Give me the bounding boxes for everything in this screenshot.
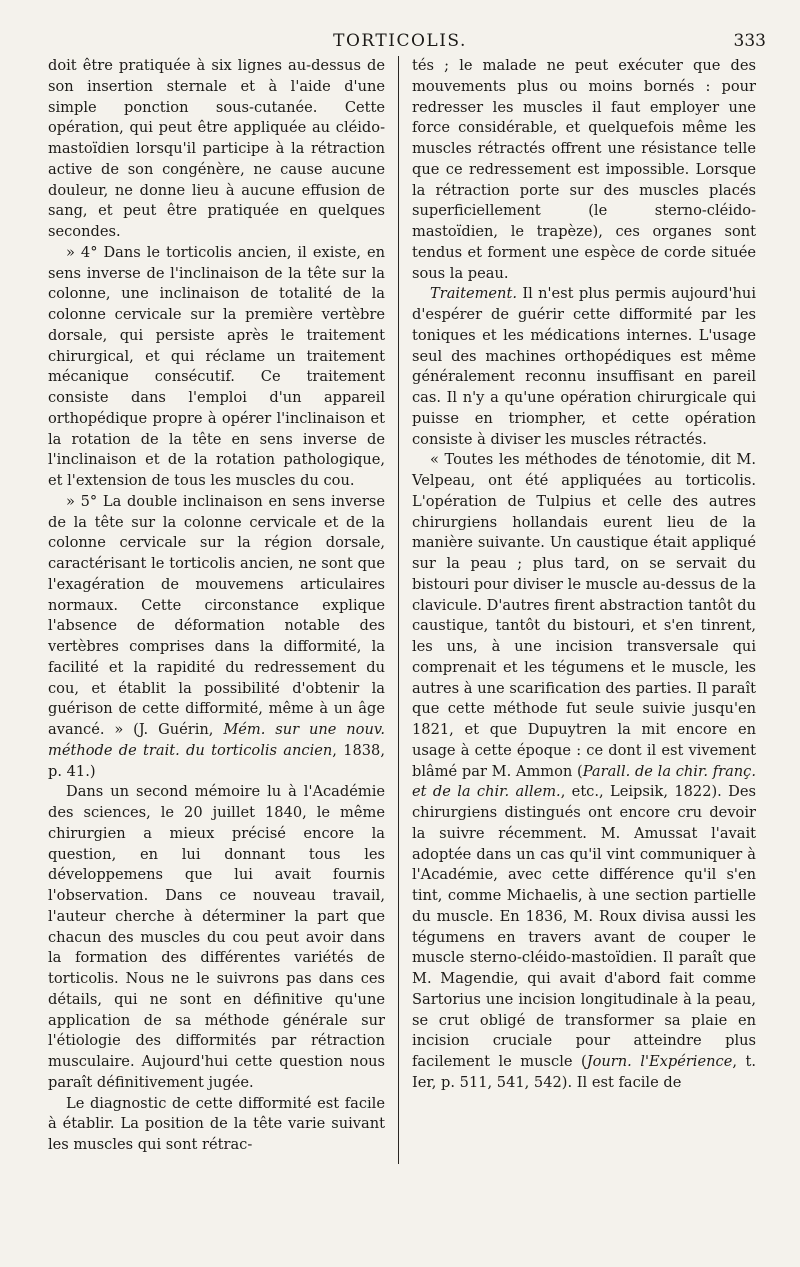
paragraph <box>48 1094 385 1156</box>
paragraph-text: Le diagnostic de cette difformité est facile à établir. La position de la tête varie suivant les muscles qui sont rétrac- <box>48 1094 385 1153</box>
section-heading: Traitement. <box>430 285 517 303</box>
citation-title: Mém. sur une nouv. méthode de trait. du torticolis ancien <box>48 721 385 759</box>
running-title: TORTICOLIS. <box>333 31 467 51</box>
citation-title: Journ. l'Expérience <box>586 1053 733 1070</box>
column-divider <box>398 56 399 1164</box>
paragraph <box>48 243 385 492</box>
citation-tail: , t. Ier, p. 511, 541, 542). Il est facile de <box>412 1053 756 1091</box>
paragraph-text: Dans un second mémoire lu à l'Académie des sciences, le 20 juillet 1840, le même chirurgien a mieux précisé encore la question, en lui donnant tous les développemens que lui avait fournis l'observation. Dans ce nouveau travail, l'auteur cherche à déterminer la part que chacun des muscles du cou peut avoir dans la formation des différentes variétés de torticolis. Nous ne le suivrons pas dans ces détails, qui ne sont en définitive qu'une application de sa méthode générale sur l'étiologie des difformités par rétraction musculaire. Aujourd'hui cette question nous paraît définitivement jugée. <box>48 783 385 1091</box>
citation-title: Parall. de la chir. franç. et de la chir. allem. <box>412 762 756 801</box>
citation-tail: , 1838, p. 41.) <box>48 741 385 780</box>
paragraph-text: doit être pratiquée à six lignes au-dessus de son insertion sternale et à l'aide d'une simple ponction sous-cutanée. Cette opération, qui peut être appliquée au cléido-mastoïdien lorsqu'il participe à la rétraction active de son congénère, ne cause aucune douleur, ne donne lieu à aucune effusion de sang, et peut être pratiquée en quelques secondes. <box>48 57 385 240</box>
right-column <box>412 56 756 1094</box>
paragraph-text: » 5° La double inclinaison en sens inverse de la tête sur la colonne cervicale et de la colonne cervicale sur la région dorsale, caractérisant le torticolis ancien, ne sont que l'exagération de mouvemens articulaires normaux. Cette circonstance explique l'absence de déformation notable des vertèbres comprises dans la difformité, la facilité et la rapidité du redressement du cou, et établit la possibilité d'obtenir la guérison de cette difformité, même à un âge avancé. » (J. Guérin, <box>48 492 385 738</box>
paragraph-text: Il n'est plus permis aujourd'hui d'espérer de guérir cette difformité par les toniques et les médications internes. L'usage seul des machines orthopédiques est même généralement reconnu insuffisant en pareil cas. Il n'y a qu'une opération chirurgicale qui puisse en triompher, et cette opération consiste à diviser les muscles rétractés. <box>412 285 756 448</box>
left-column <box>48 56 385 1156</box>
paragraph <box>48 782 385 1093</box>
paragraph <box>412 284 756 450</box>
paragraph <box>412 56 756 284</box>
paragraph-text: , etc., Leipsik, 1822). Des chirurgiens distingués ont encore cru devoir la suivre récemment. M. Amussat l'avait adoptée dans un cas qu'il vint communiquer à l'Académie, avec cette différence qu'il s'en tint, comme Michaelis, à une section partielle du muscle. En 1836, M. Roux divisa aussi les tégumens en travers avant de couper le muscle sterno-cléido-mastoïdien. Il paraît que M. Magendie, qui avait d'abord fait comme Sartorius une incision longitudinale à la peau, se crut obligé de transformer sa plaie en incision cruciale pour atteindre plus facilement le muscle ( <box>412 783 756 1070</box>
page-number: 333 <box>733 31 766 51</box>
paragraph-text: « Toutes les méthodes de ténotomie, dit M. Velpeau, ont été appliquées au torticolis. L'opération de Tulpius et celle des autres chirurgiens hollandais eurent lieu de la manière suivante. Un caustique était appliqué sur la peau ; plus tard, on se servait du bistouri pour diviser le muscle au-dessus de la clavicule. D'autres firent abstraction tantôt du caustique, tantôt du bistouri, et s'en tinrent, les uns, à une incision transversale qui comprenait et les tégumens et le muscle, les autres à une scarification des parties. Il paraît que cette méthode fut seule suivie jusqu'en 1821, et que Dupuytren la mit encore en usage à cette époque : ce dont il est vivement blâmé par M. Ammon ( <box>412 451 756 780</box>
paragraph-text: tés ; le malade ne peut exécuter que des mouvements plus ou moins bornés : pour redresser les muscles il faut employer une force considérable, et quelquefois même les muscles rétractés offrent une résistance telle que ce redressement est impossible. Lorsque la rétraction porte sur des muscles placés superficiellement (le sterno-cléido-mastoïdien, le trapèze), ces organes sont tendus et forment une espèce de corde située sous la peau. <box>412 57 756 282</box>
paragraph <box>48 56 385 243</box>
paragraph <box>412 450 756 1093</box>
paragraph <box>48 492 385 783</box>
paragraph-text: » 4° Dans le torticolis ancien, il existe, en sens inverse de l'inclinaison de la tête sur la colonne, une inclinaison de totalité de la colonne cervicale sur la première vertèbre dorsale, qui persiste après le traitement chirurgical, et qui réclame un traitement mécanique consécutif. Ce traitement consiste dans l'emploi d'un appareil orthopédique propre à opérer l'inclinaison et la rotation de la tête en sens inverse de l'inclinaison et de la rotation pathologique, et l'extension de tous les muscles du cou. <box>48 243 385 489</box>
